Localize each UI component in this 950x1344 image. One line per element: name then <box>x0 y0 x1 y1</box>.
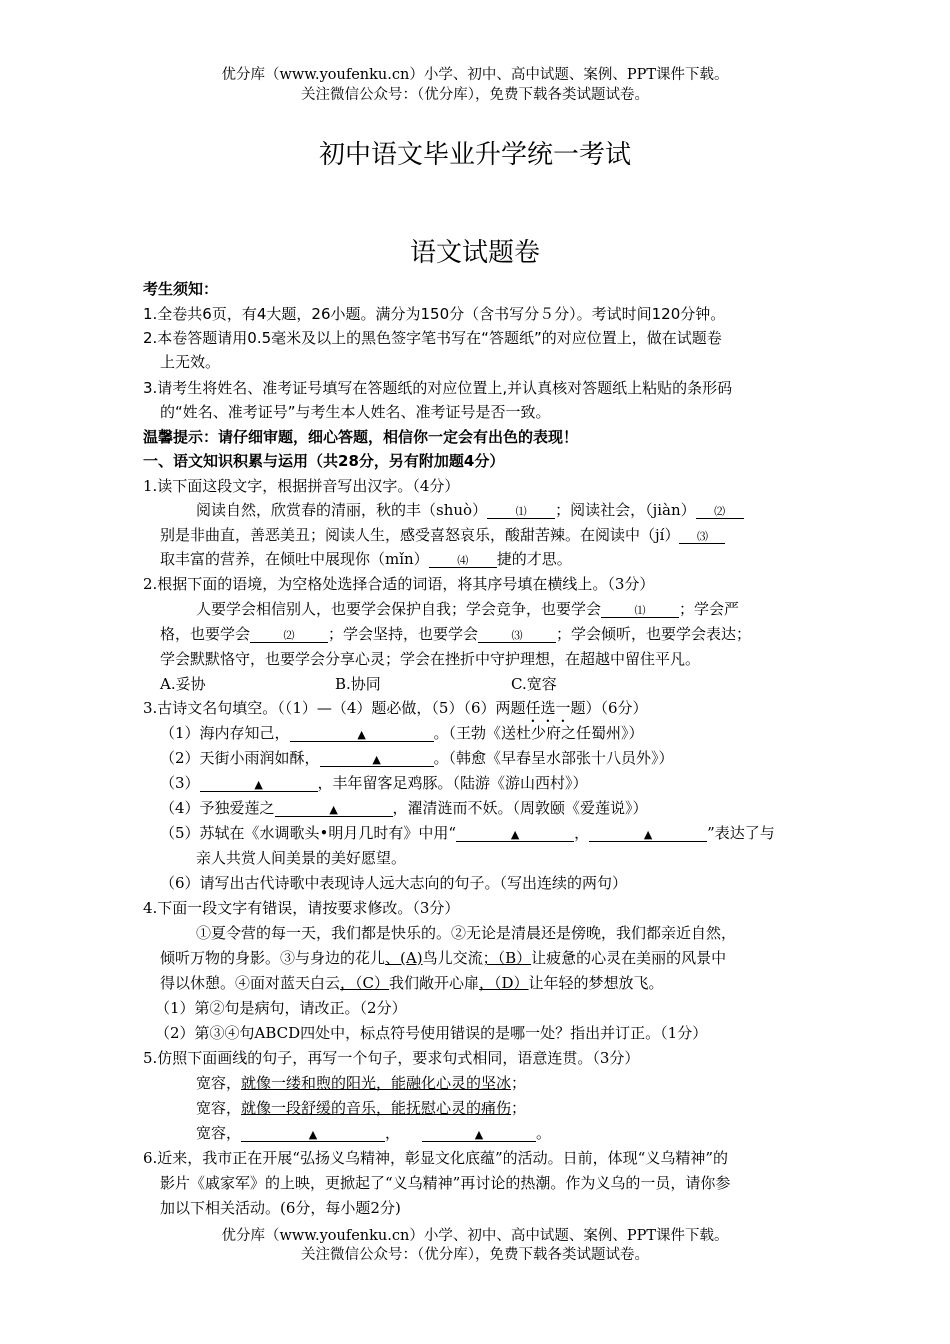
q3-text: ”表达了与 <box>707 824 775 842</box>
q5-model-sentence: 就像一段舒缓的音乐，能抚慰心灵的痛伤 <box>241 1099 512 1117</box>
q1-text: 阅读自然，欣赏春的清丽，秋的丰（shuò） <box>196 501 488 519</box>
notice-item-3a: 3.请考生将姓名、准考证号填写在答题纸的对应位置上,并认真核对答题纸上粘贴的条形码 <box>143 379 733 397</box>
notice-item-1: 1.全卷共6页，有4大题，26小题。满分为150分（含书写分５分）。考试时间120分钟。 <box>143 305 726 323</box>
q3-text: （2）天街小雨润如酥， <box>160 749 320 767</box>
q4-mark-a: 、(A) <box>385 949 423 967</box>
q1-line-2 <box>160 525 725 545</box>
q1-text: 捷的才思。 <box>496 550 572 568</box>
section-1-heading: 一、语文知识积累与运用（共28分，另有附加题4分） <box>143 452 505 470</box>
q3-text: 3.古诗文名句填空。（（1）—（4）题必做，（5）（6）两题 <box>143 699 526 717</box>
q4-text: 倾听万物的身影。③与身边的花儿 <box>160 949 386 967</box>
q3-blank: ▲ <box>589 828 707 842</box>
q5-line-3 <box>196 1123 551 1143</box>
q2-text: ；学会严 <box>679 600 740 618</box>
q3-blank: ▲ <box>290 728 434 742</box>
q4-line-3 <box>160 973 664 993</box>
q4-sub-2: （2）第③④句ABCD四处中，标点符号使用错误的是哪一处？指出并订正。（1分） <box>155 1024 708 1042</box>
q1-line-1 <box>196 500 744 520</box>
q3-emphasis: 任选一 <box>525 699 571 717</box>
q1-stem: 1.读下面这段文字，根据拼音写出汉字。（4分） <box>143 477 460 495</box>
q5-blank: ▲ <box>422 1128 536 1142</box>
q5-text: 宽容， <box>196 1099 242 1117</box>
q4-line-2 <box>160 948 726 968</box>
q1-blank-3: ⑶ <box>679 530 725 544</box>
notice-heading: 考生须知： <box>143 280 219 298</box>
q3-sentence-2 <box>160 748 674 768</box>
q3-blank: ▲ <box>200 778 318 792</box>
q1-blank-1: ⑴ <box>487 505 555 519</box>
q6-line-2: 影片《戚家军》的上映，更掀起了“义乌精神”再讨论的热潮。作为义乌的一员，请你参 <box>160 1174 731 1192</box>
q1-text: ；阅读社会，（jiàn） <box>555 501 696 519</box>
q2-option-b: B.协同 <box>335 675 381 693</box>
q2-blank-1: ⑴ <box>601 604 679 618</box>
q5-text: ； <box>511 1099 527 1117</box>
q2-option-c: C.宽容 <box>511 675 557 693</box>
q3-sentence-4 <box>160 798 648 818</box>
q2-text: 人要学会相信别人，也要学会保护自我；学会竞争，也要学会 <box>196 600 602 618</box>
q4-text: 让年轻的梦想放飞。 <box>528 974 664 992</box>
q4-text: 让疲惫的心灵在美丽的风景中 <box>531 949 727 967</box>
exam-title: 初中语文毕业升学统一考试 <box>318 140 631 170</box>
q2-option-a: A.妥协 <box>160 675 206 693</box>
q5-text: 宽容， <box>196 1074 242 1092</box>
q5-model-sentence: 就像一缕和煦的阳光，能融化心灵的坚冰 <box>241 1074 512 1092</box>
q4-text: 我们敞开心扉 <box>389 974 480 992</box>
q6-line-1: 6.近来，我市正在开展“弘扬义乌精神，彰显文化底蕴”的活动。日前，体现“义乌精神”的 <box>143 1149 728 1167</box>
q3-text: （3） <box>160 774 200 792</box>
q3-sentence-6: （6）请写出古代诗歌中表现诗人远大志向的句子。（写出连续的两句） <box>160 874 628 892</box>
q3-text: 。（王勃《送杜少府之任蜀州》） <box>433 724 644 742</box>
q3-sentence-3 <box>160 773 588 793</box>
q1-blank-2: ⑵ <box>696 505 744 519</box>
q3-text: ， <box>574 824 590 842</box>
q2-blank-3: ⑶ <box>478 629 556 643</box>
header-line-2: 关注微信公众号：（优分库），免费下载各类试题试卷。 <box>301 87 649 103</box>
q3-stem <box>143 698 648 726</box>
q2-text: 格，也要学会 <box>160 625 251 643</box>
q4-text: 鸟儿交流 <box>422 949 483 967</box>
q3-text: （4）予独爱莲之 <box>160 799 275 817</box>
q3-blank: ▲ <box>456 828 574 842</box>
q5-text: 宽容， <box>196 1124 242 1142</box>
q3-text: （5）苏轼在《水调歌头•明月几时有》中用“ <box>160 824 457 842</box>
q4-mark-d: ，（D） <box>479 974 529 992</box>
notice-tip: 温馨提示：请仔细审题，细心答题，相信你一定会有出色的表现！ <box>143 428 579 446</box>
q1-text: 取丰富的营养，在倾吐中展现你（mǐn） <box>160 550 429 568</box>
q4-mark-c: ，（C） <box>340 974 389 992</box>
q4-stem: 4.下面一段文字有错误，请按要求修改。（3分） <box>143 899 460 917</box>
q3-text: 题）（6分） <box>570 699 648 717</box>
q4-sub-1: （1）第②句是病句，请改正。（2分） <box>155 999 407 1017</box>
footer-line-2: 关注微信公众号：（优分库），免费下载各类试题试卷。 <box>301 1247 649 1263</box>
q5-stem: 5.仿照下面画线的句子，再写一个句子，要求句式相同，语意连贯。（3分） <box>143 1049 640 1067</box>
footer-line-1: 优分库（www.youfenku.cn）小学、初中、高中试题、案例、PPT课件下载。 <box>221 1228 729 1244</box>
q3-blank: ▲ <box>275 803 393 817</box>
q4-text: 得以休憩。④面对蓝天白云 <box>160 974 341 992</box>
q5-text: ； <box>511 1074 527 1092</box>
q5-line-2 <box>196 1098 526 1118</box>
q3-sentence-5 <box>160 823 775 843</box>
q1-text: 别是非曲直，善恶美丑；阅读人生，感受喜怒哀乐，酸甜苦辣。在阅读中（jí） <box>160 526 680 544</box>
q4-line-1: ①夏令营的每一天，我们都是快乐的。②无论是清晨还是傍晚，我们都亲近自然， <box>196 924 737 942</box>
q1-line-3 <box>160 549 572 569</box>
q2-blank-2: ⑵ <box>250 629 328 643</box>
q5-text: 。 <box>536 1124 552 1142</box>
q3-text: （1）海内存知己， <box>160 724 290 742</box>
q3-text: ，濯清涟而不妖。（周敦颐《爱莲说》） <box>392 799 648 817</box>
q1-blank-4: ⑷ <box>429 554 497 568</box>
notice-item-3b: 的“姓名、准考证号”与考生本人姓名、准考证号是否一致。 <box>160 403 551 421</box>
q2-text: ；学会坚持，也要学会 <box>328 625 479 643</box>
q2-stem: 2.根据下面的语境，为空格处选择合适的词语，将其序号填在横线上。（3分） <box>143 575 655 593</box>
q6-line-3: 加以下相关活动。(6分，每小题2分) <box>160 1199 401 1217</box>
q3-text: 。（韩愈《早春呈水部张十八员外》） <box>433 749 674 767</box>
q3-text: ，丰年留客足鸡豚。（陆游《游山西村》） <box>317 774 588 792</box>
q5-blank: ▲ <box>241 1128 385 1142</box>
q3-blank: ▲ <box>320 753 434 767</box>
q3-sentence-1 <box>160 723 644 743</box>
q2-line-1 <box>196 599 739 619</box>
q2-line-3: 学会默默恪守，也要学会分享心灵；学会在挫折中守护理想，在超越中留住平凡。 <box>160 650 701 668</box>
notice-item-2a: 2.本卷答题请用0.5毫米及以上的黑色签字笔书写在“答题纸”的对应位置上，做在试题卷 <box>143 329 722 347</box>
q2-line-2 <box>160 624 751 644</box>
q4-mark-b: ；（B） <box>482 949 532 967</box>
header-line-1: 优分库（www.youfenku.cn）小学、初中、高中试题、案例、PPT课件下载。 <box>221 67 729 83</box>
notice-item-2b: 上无效。 <box>160 353 221 371</box>
q2-text: ；学会倾听，也要学会表达； <box>556 625 752 643</box>
q5-text: ， <box>385 1124 401 1142</box>
q5-line-1 <box>196 1073 526 1093</box>
paper-title: 语文试题卷 <box>409 238 540 268</box>
q3-sentence-5-cont: 亲人共赏人间美景的美好愿望。 <box>196 849 407 867</box>
